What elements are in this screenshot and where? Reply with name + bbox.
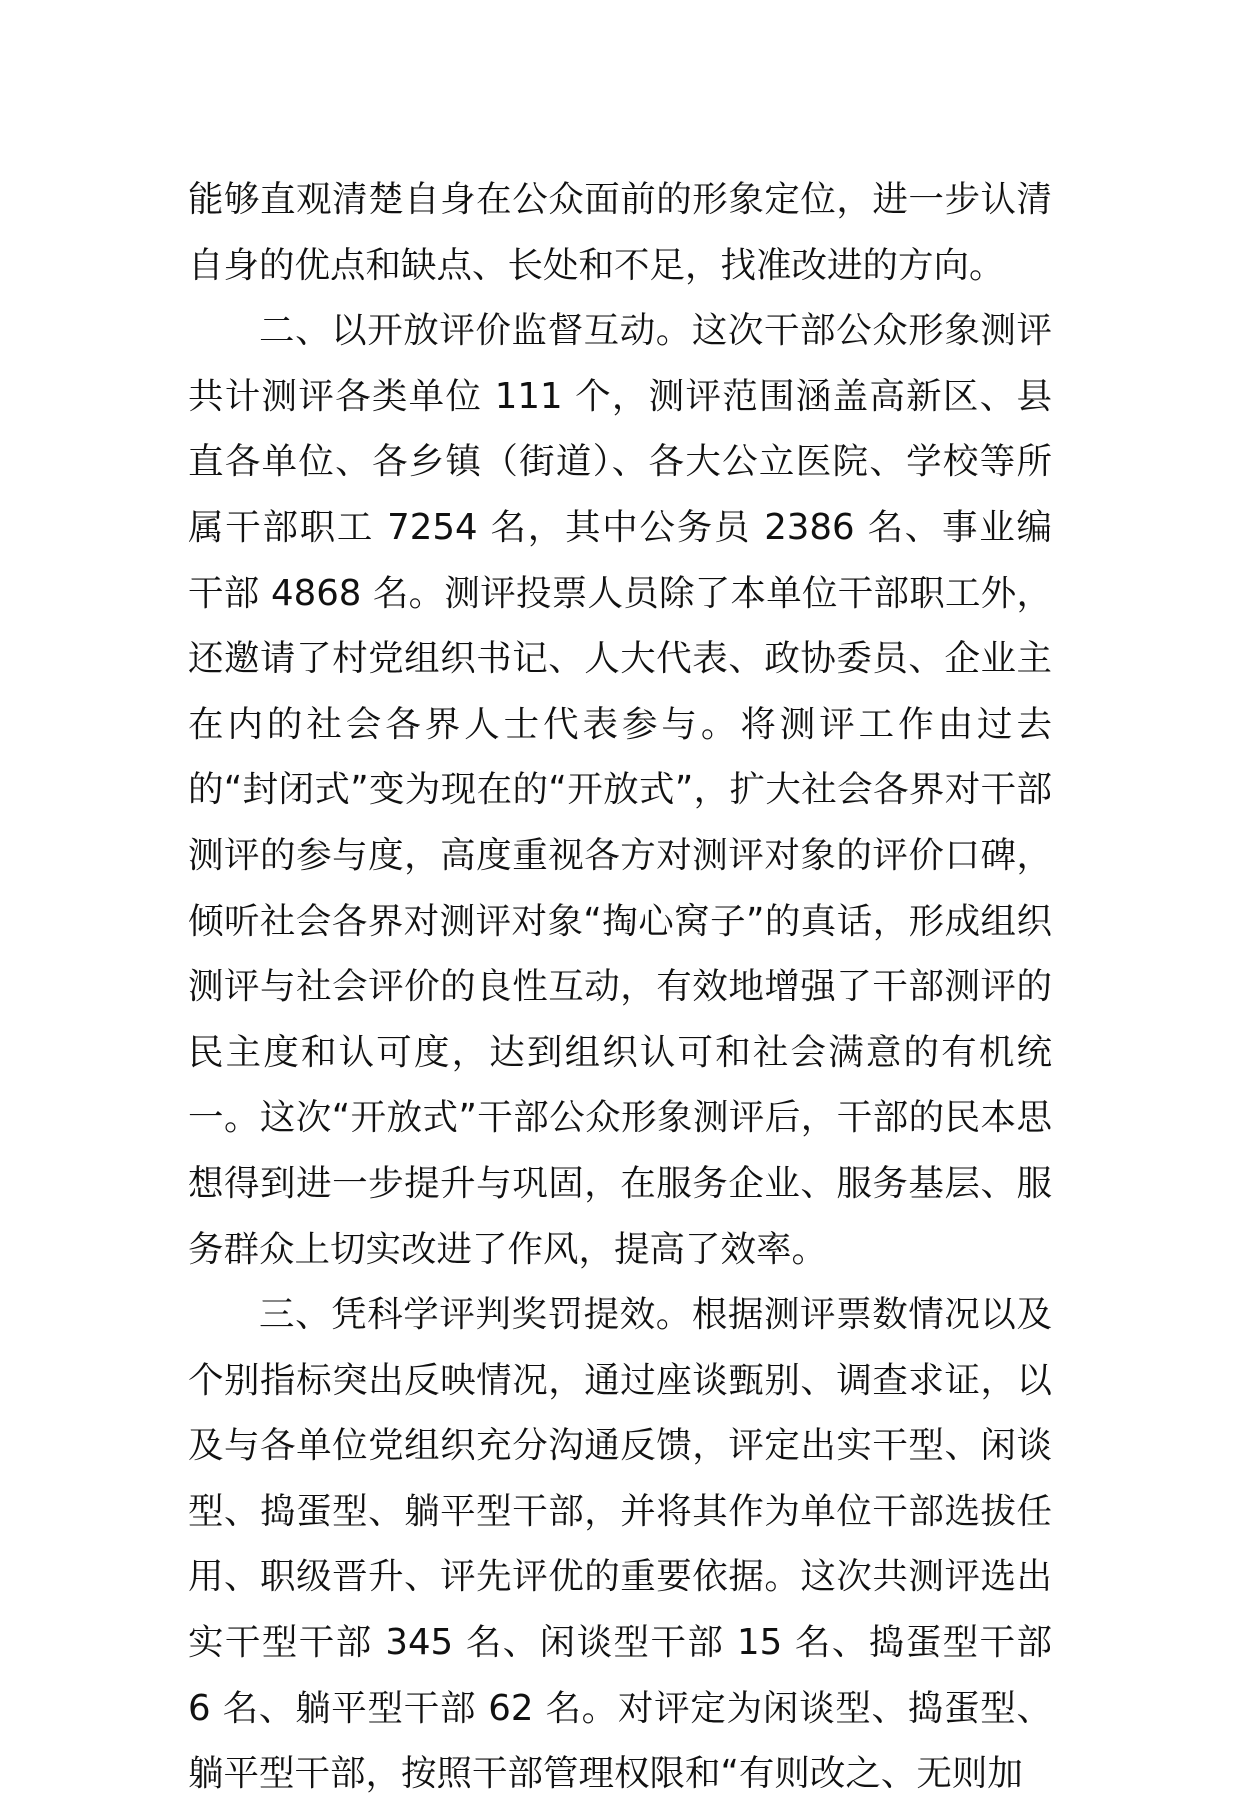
paragraph-3: 三、凭科学评判奖罚提效。根据测评票数情况以及个别指标突出反映情况，通过座谈甄别、调查求证，以及与各单位党组织充分沟通反馈，评定出实干型、闲谈型、捣蛋型、躺平型干部，并将其作为单位干部选拔任用、职级晋升、评先评优的重要依据。这次共测评选出实干型干部 345 名、闲谈型干部 15 名、捣蛋型干部 6 名、躺平型干部 62 名。对评定为闲谈型、捣蛋型、躺平型干部，按照干部管理权限和“有则改之、无则加 (188, 1294, 1052, 1795)
document-page (188, 167, 1052, 1807)
paragraph-1: 能够直观清楚自身在公众面前的形象定位，进一步认清自身的优点和缺点、长处和不足，找准改进的方向。 (188, 179, 1052, 286)
paragraph-2: 二、以开放评价监督互动。这次干部公众形象测评共计测评各类单位 111 个，测评范围涵盖高新区、县直各单位、各乡镇（街道）、各大公立医院、学校等所属干部职工 7254 名，其中公务员 2386 名、事业编干部 4868 名。测评投票人员除了本单位干部职工外，还邀请了村党组织书记、人大代表、政协委员、企业主在内的社会各界人士代表参与。将测评工作由过去的“封闭式”变为现在的“开放式”，扩大社会各界对干部测评的参与度，高度重视各方对测评对象的评价口碑，倾听社会各界对测评对象“掏心窝子”的真话，形成组织测评与社会评价的良性互动，有效地增强了干部测评的民主度和认可度，达到组织认可和社会满意的有机统一。这次“开放式”干部公众形象测评后，干部的民本思想得到进一步提升与巩固，在服务企业、服务基层、服务群众上切实改进了作风，提高了效率。 (188, 310, 1052, 1270)
